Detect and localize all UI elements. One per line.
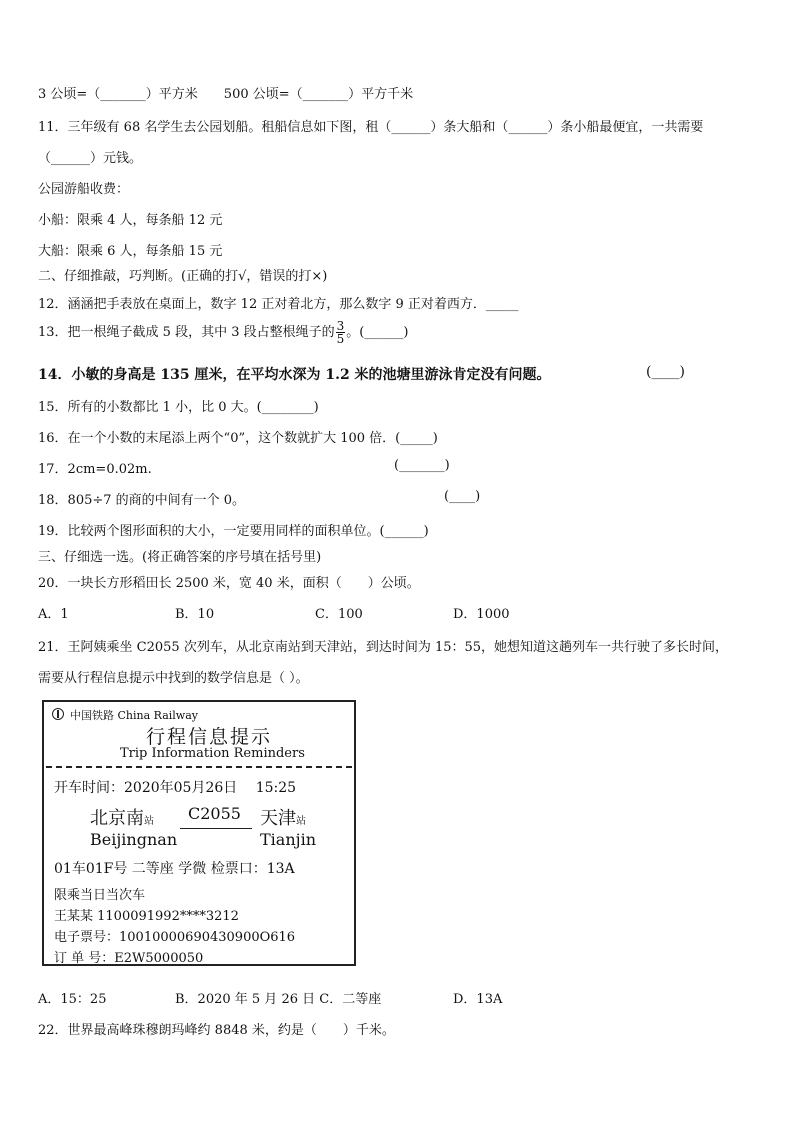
trip-reminder-ticket: [42, 700, 356, 966]
ticket-passenger: 王某某 1100091992****3212: [54, 909, 239, 924]
train-number-underline: [180, 828, 252, 829]
question-15: 15．所有的小数都比 1 小，比 0 大。(________): [38, 400, 319, 415]
question-11-line-2: （______）元钱。: [38, 151, 143, 166]
question-11-line-1: 11．三年级有 68 名学生去公园划船。租船信息如下图，租（______）条大船和（______）条小船最便宜，一共需要: [38, 120, 704, 135]
fraction: [336, 320, 346, 345]
ticket-title-cn: 行程信息提示: [146, 726, 273, 748]
question-21-option-d: D．13A: [453, 992, 503, 1007]
ticket-seat-info: 01车01F号 二等座 学微 检票口：13A: [54, 861, 295, 877]
ticket-dashed-divider: [46, 766, 352, 768]
question-13-blank: 。(______): [346, 325, 409, 340]
section-2-heading: 二、仔细推敲，巧判断。(正确的打√，错误的打×): [38, 269, 328, 284]
ticket-from-station: [90, 804, 154, 830]
ticket-train-number: C2055: [188, 804, 241, 823]
ticket-order-number: 订 单 号：E2W5000050: [54, 951, 204, 966]
fraction-denominator: 5: [336, 332, 345, 346]
ticket-to-station-en: Tianjin: [260, 830, 317, 849]
question-20-option-a: A．1: [38, 607, 69, 622]
question-16: 16．在一个小数的末尾添上两个“0”，这个数就扩大 100 倍．(_____): [38, 431, 438, 446]
question-13: [38, 320, 408, 345]
small-boat-fee: 小船：限乘 4 人，每条船 12 元: [38, 213, 223, 228]
question-21-option-b: B．2020 年 5 月 26 日 C．二等座: [175, 992, 382, 1007]
question-21-line-2: 需要从行程信息提示中找到的数学信息是（ ）。: [38, 671, 309, 686]
question-21-option-a: A．15：25: [38, 992, 107, 1007]
ticket-depart-time: 开车时间：2020年05月26日 15:25: [54, 780, 297, 796]
unit-conversion-line: 3 公顷=（_______）平方米 500 公顷=（_______）平方千米: [38, 87, 414, 102]
question-20-option-b: B．10: [175, 607, 215, 622]
question-17-blank: (_______): [394, 458, 450, 473]
from-station-cn: 北京南: [90, 808, 144, 829]
question-14-blank: (____): [646, 364, 685, 380]
question-22: 22．世界最高峰珠穆朗玛峰约 8848 米，约是（ ）千米。: [38, 1023, 395, 1038]
ticket-to-station: [260, 804, 306, 830]
section-3-heading: 三、仔细选一选。(将正确答案的序号填在括号里): [38, 550, 322, 565]
to-station-cn: 天津: [260, 808, 296, 829]
to-station-mark: 站: [296, 816, 306, 827]
ticket-brand: 中国铁路 China Railway: [70, 709, 198, 722]
ticket-from-station-en: Beijingnan: [90, 830, 178, 849]
question-13-text: 13．把一根绳子截成 5 段，其中 3 段占整根绳子的: [38, 325, 335, 340]
china-railway-logo-icon: [52, 708, 64, 720]
question-18: 18．805÷7 的商的中间有一个 0。: [38, 493, 246, 508]
question-20-option-c: C．100: [315, 607, 363, 622]
question-20: 20．一块长方形稻田长 2500 米，宽 40 米，面积（ ）公顷。: [38, 576, 420, 591]
question-20-option-d: D．1000: [453, 607, 510, 622]
question-17: 17．2cm=0.02m.: [38, 462, 152, 477]
question-21-line-1: 21．王阿姨乘坐 C2055 次列车，从北京南站到天津站，到达时间为 15：55，她想知道这趟列车一共行驶了多长时间，: [38, 640, 729, 655]
from-station-mark: 站: [144, 816, 154, 827]
ticket-note: 限乘当日当次车: [54, 888, 146, 903]
question-18-blank: (____): [444, 489, 481, 504]
question-12: 12．涵涵把手表放在桌面上，数字 12 正对着北方，那么数字 9 正对着西方．_____: [38, 297, 519, 312]
question-14: 14．小敏的身高是 135 厘米，在平均水深为 1.2 米的池塘里游泳肯定没有问题。: [38, 367, 551, 383]
boat-fee-heading: 公园游船收费：: [38, 182, 130, 197]
question-19: 19．比较两个图形面积的大小，一定要用同样的面积单位。(______): [38, 524, 429, 539]
ticket-eticket-number: 电子票号：10010000690430900O616: [54, 930, 296, 945]
fraction-numerator: 3: [336, 319, 345, 333]
ticket-title-en: Trip Information Reminders: [120, 746, 305, 761]
large-boat-fee: 大船：限乘 6 人，每条船 15 元: [38, 244, 223, 259]
